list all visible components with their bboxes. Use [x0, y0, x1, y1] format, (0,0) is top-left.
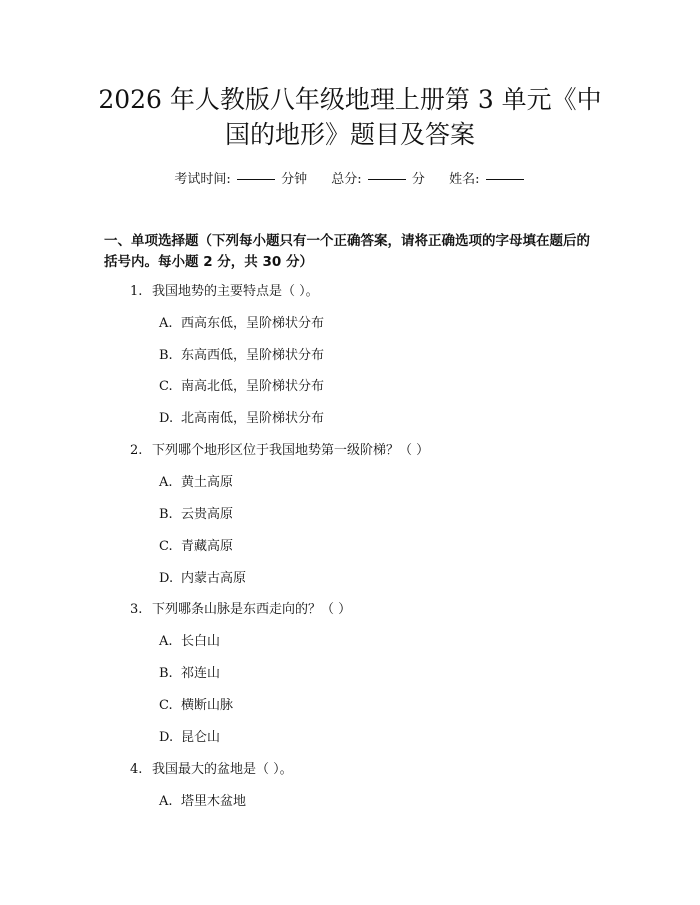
question-text: 我国最大的盆地是（ ）。: [152, 762, 293, 777]
question-4: [130, 761, 293, 779]
option-letter: D.: [159, 730, 174, 745]
question-3-option-a: [159, 633, 220, 651]
option-text: 青藏高原: [181, 539, 234, 554]
option-text: 内蒙古高原: [181, 571, 247, 586]
option-letter: C.: [159, 539, 173, 554]
option-letter: D.: [159, 571, 174, 586]
option-text: 长白山: [181, 634, 221, 649]
option-text: 横断山脉: [181, 698, 234, 713]
option-text: 塔里木盆地: [181, 794, 247, 809]
total-score-label: 总分:: [331, 172, 362, 187]
option-text: 昆仑山: [181, 730, 221, 745]
option-letter: B.: [159, 348, 173, 363]
option-letter: D.: [159, 411, 174, 426]
question-number: 4.: [130, 762, 143, 777]
question-1-option-d: [159, 410, 324, 428]
option-text: 祁连山: [181, 666, 221, 681]
question-text: 下列哪条山脉是东西走向的？（ ）: [152, 602, 352, 617]
document-title: [0, 82, 700, 152]
question-number: 3.: [130, 602, 143, 617]
question-1-option-c: [159, 378, 324, 396]
title-line-2: 国的地形》题目及答案: [224, 120, 475, 149]
question-number: 2.: [130, 443, 143, 458]
title-line-1: 2026 年人教版八年级地理上册第 3 单元《中: [98, 85, 602, 114]
option-letter: A.: [159, 634, 173, 649]
option-text: 北高南低，呈阶梯状分布: [181, 411, 325, 426]
exam-time-unit: 分钟: [281, 172, 308, 187]
question-2-option-d: [159, 570, 246, 588]
exam-time-field: [174, 171, 307, 189]
option-text: 黄土高原: [181, 475, 234, 490]
question-3-option-b: [159, 665, 220, 683]
section-heading: 一、单项选择题（下列每小题只有一个正确答案，请将正确选项的字母填在题后的括号内。每小题 2 分，共 30 分）: [104, 233, 590, 270]
option-letter: C.: [159, 379, 173, 394]
total-score-field: [331, 171, 425, 189]
question-number: 1.: [130, 284, 143, 299]
question-2-option-a: [159, 474, 233, 492]
question-1: [130, 283, 319, 301]
exam-info-row: [0, 171, 700, 189]
question-3-option-c: [159, 697, 233, 715]
question-2: [130, 442, 429, 460]
option-text: 南高北低，呈阶梯状分布: [181, 379, 325, 394]
question-text: 下列哪个地形区位于我国地势第一级阶梯？（ ）: [152, 443, 430, 458]
question-4-option-a: [159, 793, 246, 811]
exam-time-label: 考试时间:: [174, 172, 231, 187]
option-letter: B.: [159, 507, 173, 522]
option-text: 西高东低，呈阶梯状分布: [181, 316, 325, 331]
total-score-blank: [368, 179, 406, 180]
name-label: 姓名:: [449, 172, 480, 187]
question-3-option-d: [159, 729, 220, 747]
question-1-option-a: [159, 315, 324, 333]
total-score-unit: 分: [411, 172, 425, 187]
name-blank: [486, 179, 524, 180]
option-letter: A.: [159, 794, 173, 809]
name-field: [449, 171, 526, 189]
option-letter: A.: [159, 475, 173, 490]
question-text: 我国地势的主要特点是（ ）。: [152, 284, 319, 299]
question-2-option-b: [159, 506, 233, 524]
option-text: 东高西低，呈阶梯状分布: [181, 348, 325, 363]
option-letter: B.: [159, 666, 173, 681]
question-1-option-b: [159, 347, 324, 365]
option-letter: A.: [159, 316, 173, 331]
option-letter: C.: [159, 698, 173, 713]
option-text: 云贵高原: [181, 507, 234, 522]
question-2-option-c: [159, 538, 233, 556]
question-3: [130, 601, 351, 619]
exam-time-blank: [237, 179, 275, 180]
